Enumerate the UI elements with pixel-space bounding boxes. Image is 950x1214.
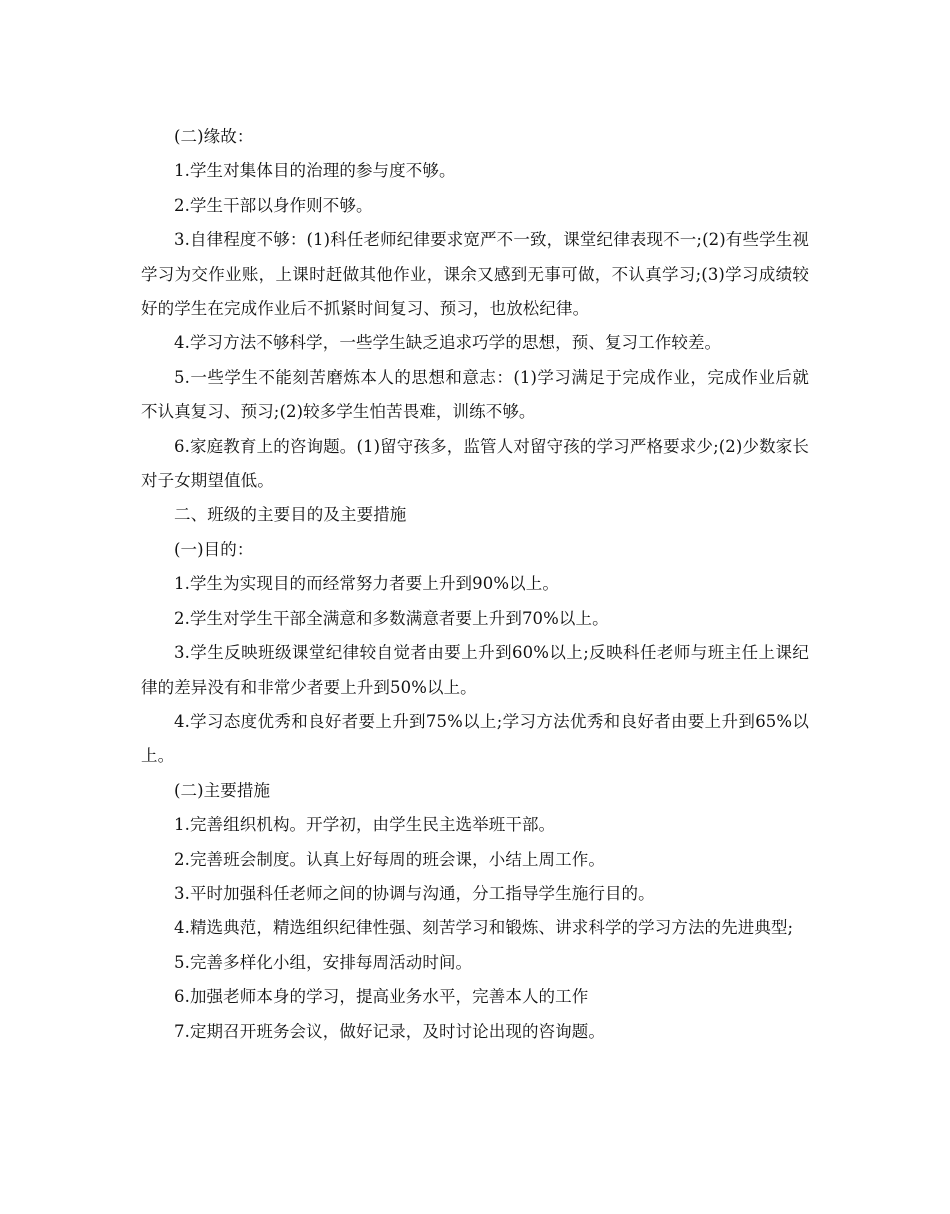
paragraph-goal-3: 3.学生反映班级课堂纪律较自觉者由要上升到60%以上;反映科任老师与班主任上课纪律的差异没有和非常少者要上升到50%以上。 bbox=[141, 643, 809, 697]
paragraph-goal-4: 4.学习态度优秀和良好者要上升到75%以上;学习方法优秀和良好者由要上升到65%以上。 bbox=[141, 711, 809, 766]
paragraph-reason-4: 4.学习方法不够科学，一些学生缺乏追求巧学的思想，预、复习工作较差。 bbox=[174, 333, 722, 353]
paragraph-measure-1: 1.完善组织机构。开学初，由学生民主选举班干部。 bbox=[174, 815, 556, 835]
paragraph-reasons-heading: (二)缘故： bbox=[174, 127, 254, 146]
paragraph-goal-1: 1.学生为实现目的而经常努力者要上升到90%以上。 bbox=[174, 574, 559, 594]
paragraph-reason-3: 3.自律程度不够：(1)科任老师纪律要求宽严不一致，课堂纪律表现不一;(2)有些学生视学习为交作业账，上课时赶做其他作业，课余又感到无事可做，不认真学习;(3)学习成绩较好的学生在完成作业后不抓紧时间复习、预习，也放松纪律。 bbox=[141, 230, 809, 319]
paragraph-reason-2: 2.学生干部以身作则不够。 bbox=[174, 195, 373, 215]
paragraph-measures-heading: (二)主要措施 bbox=[174, 780, 271, 800]
paragraph-measure-6: 6.加强老师本身的学习，提高业务水平，完善本人的工作 bbox=[174, 987, 589, 1007]
paragraph-reason-1: 1.学生对集体目的治理的参与度不够。 bbox=[174, 161, 456, 181]
paragraph-goal-2: 2.学生对学生干部全满意和多数满意者要上升到70%以上。 bbox=[174, 608, 609, 628]
paragraph-goals-heading: (一)目的： bbox=[174, 539, 254, 559]
paragraph-reason-6: 6.家庭教育上的咨询题。(1)留守孩多，监管人对留守孩的学习严格要求少;(2)少数家长对子女期望值低。 bbox=[141, 436, 809, 491]
paragraph-measure-5: 5.完善多样化小组，安排每周活动时间。 bbox=[174, 952, 473, 972]
paragraph-measure-7: 7.定期召开班务会议，做好记录，及时讨论出现的咨询题。 bbox=[174, 1021, 605, 1041]
paragraph-measure-2: 2.完善班会制度。认真上好每周的班会课，小结上周工作。 bbox=[174, 849, 605, 869]
paragraph-measure-3: 3.平时加强科任老师之间的协调与沟通，分工指导学生施行目的。 bbox=[174, 883, 655, 903]
paragraph-measure-4: 4.精选典范，精选组织纪律性强、刻苦学习和锻炼、讲求科学的学习方法的先进典型; bbox=[174, 918, 794, 938]
document-body bbox=[141, 120, 809, 1049]
paragraph-reason-5: 5.一些学生不能刻苦磨炼本人的思想和意志：(1)学习满足于完成作业，完成作业后就不认真复习、预习;(2)较多学生怕苦畏难，训练不够。 bbox=[141, 367, 809, 422]
section-heading-goals-measures: 二、班级的主要目的及主要措施 bbox=[174, 505, 407, 525]
